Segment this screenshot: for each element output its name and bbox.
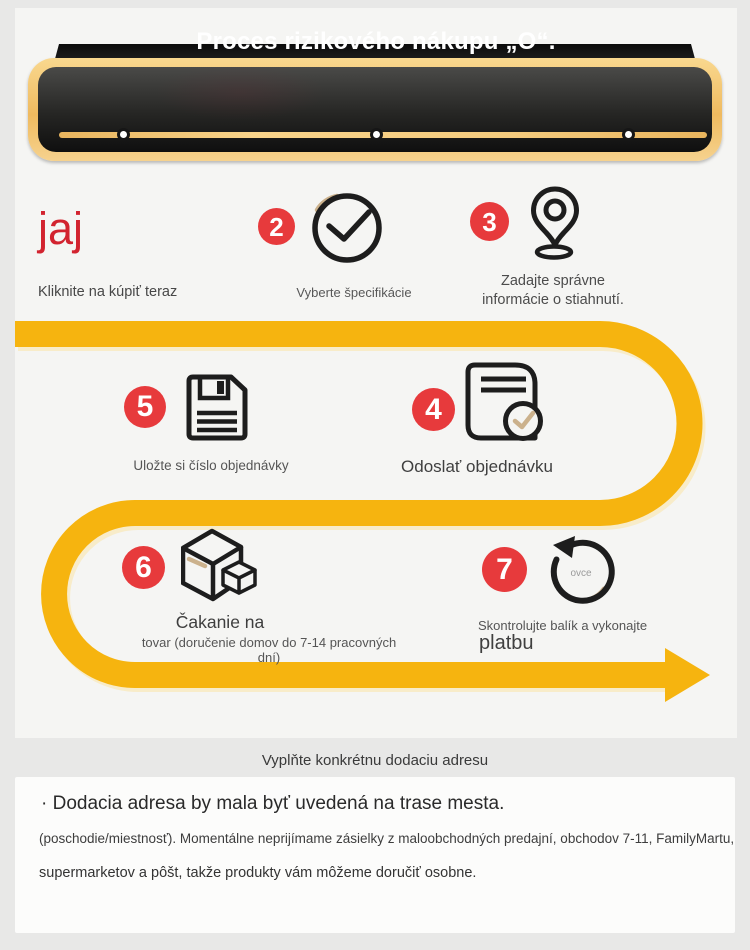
step6-number-badge: 6 bbox=[122, 546, 165, 589]
step4-number-badge: 4 bbox=[412, 388, 455, 431]
clock-check-icon bbox=[309, 190, 385, 266]
step7-label-line1: Skontrolujte balík a vykonajte bbox=[478, 618, 648, 633]
step6-label-line2: tovar (doručenie domov do 7-14 pracovných dní) bbox=[141, 635, 397, 665]
step5-label: Uložte si číslo objednávky bbox=[133, 458, 289, 473]
step2-label: Vyberte špecifikácie bbox=[296, 285, 412, 300]
step3-label-line1: Zadajte správne bbox=[501, 273, 605, 289]
floppy-disk-icon bbox=[183, 372, 251, 442]
document-check-icon bbox=[465, 362, 545, 446]
step3-label bbox=[443, 272, 663, 310]
package-box-icon bbox=[181, 528, 259, 602]
refresh-icon-inner-text: ovce bbox=[570, 568, 592, 579]
banner-title: Proces rizikového nákupu „O“. bbox=[196, 28, 556, 55]
step3-number-badge: 3 bbox=[470, 202, 509, 241]
step2-number-badge: 2 bbox=[258, 208, 295, 245]
step7-label-line2: platbu bbox=[479, 632, 534, 654]
step7-number-badge: 7 bbox=[482, 547, 527, 592]
step3-label-line2: informácie o stiahnutí. bbox=[482, 292, 624, 308]
refresh-arrow-icon bbox=[543, 532, 621, 610]
note-line-2: supermarketov a pôšt, takže produkty vám môžeme doručiť osobne. bbox=[39, 865, 477, 881]
footer-caption: Vyplňte konkrétnu dodaciu adresu bbox=[261, 752, 489, 769]
note-title: · Dodacia adresa by mala byť uvedená na trase mesta. bbox=[41, 793, 505, 814]
step6-label-line1: Čakanie na bbox=[175, 612, 265, 632]
content-card bbox=[15, 8, 737, 738]
step4-label: Odoslať objednávku bbox=[401, 457, 553, 476]
delivery-note-box bbox=[15, 777, 735, 933]
flow-arrowhead bbox=[665, 648, 710, 702]
step5-number-badge: 5 bbox=[124, 386, 166, 428]
step1-label: Kliknite na kúpiť teraz bbox=[38, 284, 178, 300]
step1-accent-text: jaj bbox=[38, 203, 84, 254]
location-pin-icon bbox=[527, 186, 583, 260]
note-line-1: (poschodie/miestnosť). Momentálne neprijímame zásielky z maloobchodných predajní, obchodov 7-11, FamilyMartu, bbox=[39, 831, 735, 846]
